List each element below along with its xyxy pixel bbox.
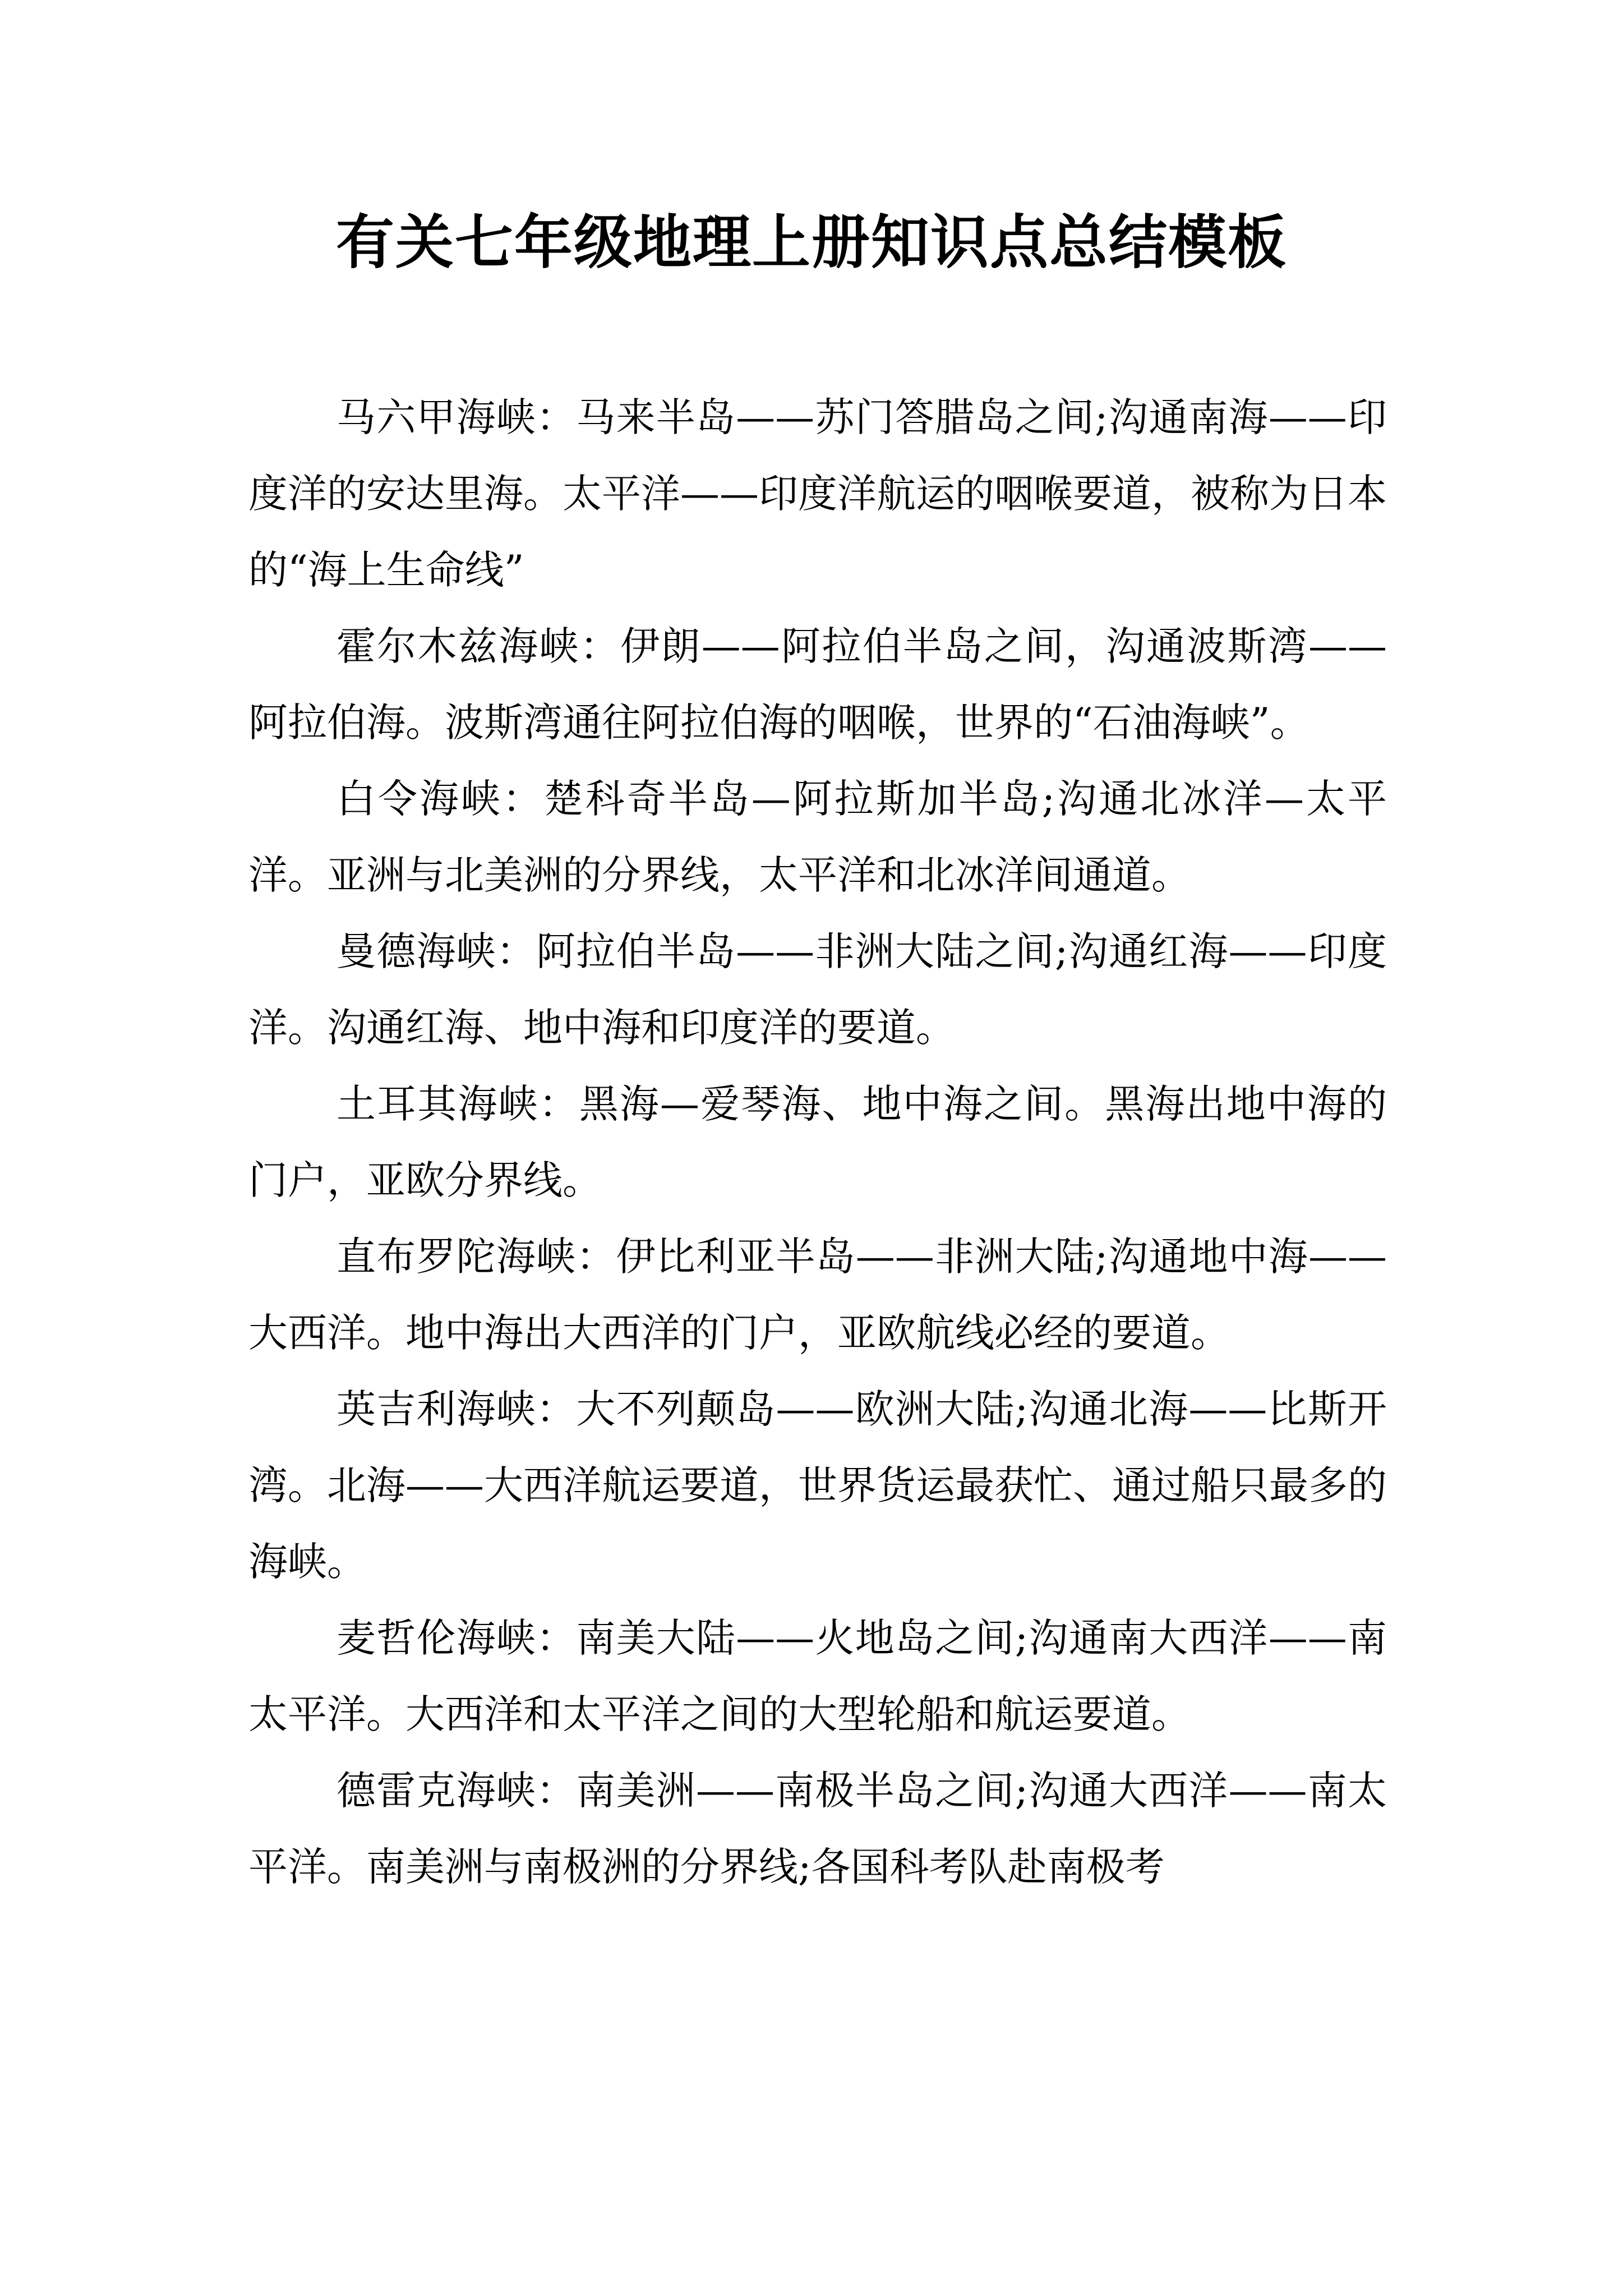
paragraph-turkish-straits: 土耳其海峡：黑海—爱琴海、地中海之间。黑海出地中海的门户，亚欧分界线。 <box>248 1081 1387 1203</box>
paragraph-bering-strait: 白令海峡：楚科奇半岛—阿拉斯加半岛;沟通北冰洋—太平洋。亚洲与北美洲的分界线，太平洋和北冰洋间通道。 <box>248 776 1387 898</box>
document-body <box>248 379 1387 1905</box>
paragraph-hormuz-strait: 霍尔木兹海峡：伊朗——阿拉伯半岛之间，沟通波斯湾——阿拉伯海。波斯湾通往阿拉伯海的咽喉，世界的“石油海峡”。 <box>248 623 1387 746</box>
paragraph-magellan-strait: 麦哲伦海峡：南美大陆——火地岛之间;沟通南大西洋——南太平洋。大西洋和太平洋之间的大型轮船和航运要道。 <box>248 1615 1387 1737</box>
paragraph-drake-passage: 德雷克海峡：南美洲——南极半岛之间;沟通大西洋——南太平洋。南美洲与南极洲的分界线;各国科考队赴南极考 <box>248 1768 1387 1890</box>
document-title: 有关七年级地理上册知识点总结模板 <box>335 208 1287 277</box>
paragraph-malacca-strait: 马六甲海峡：马来半岛——苏门答腊岛之间;沟通南海——印度洋的安达里海。太平洋——印度洋航运的咽喉要道，被称为日本的“海上生命线” <box>248 394 1387 593</box>
paragraph-gibraltar-strait: 直布罗陀海峡：伊比利亚半岛——非洲大陆;沟通地中海——大西洋。地中海出大西洋的门户，亚欧航线必经的要道。 <box>248 1234 1387 1356</box>
paragraph-english-channel: 英吉利海峡：大不列颠岛——欧洲大陆;沟通北海——比斯开湾。北海——大西洋航运要道，世界货运最获忙、通过船只最多的海峡。 <box>248 1386 1387 1585</box>
paragraph-mandeb-strait: 曼德海峡：阿拉伯半岛——非洲大陆之间;沟通红海——印度洋。沟通红海、地中海和印度洋的要道。 <box>248 928 1387 1051</box>
